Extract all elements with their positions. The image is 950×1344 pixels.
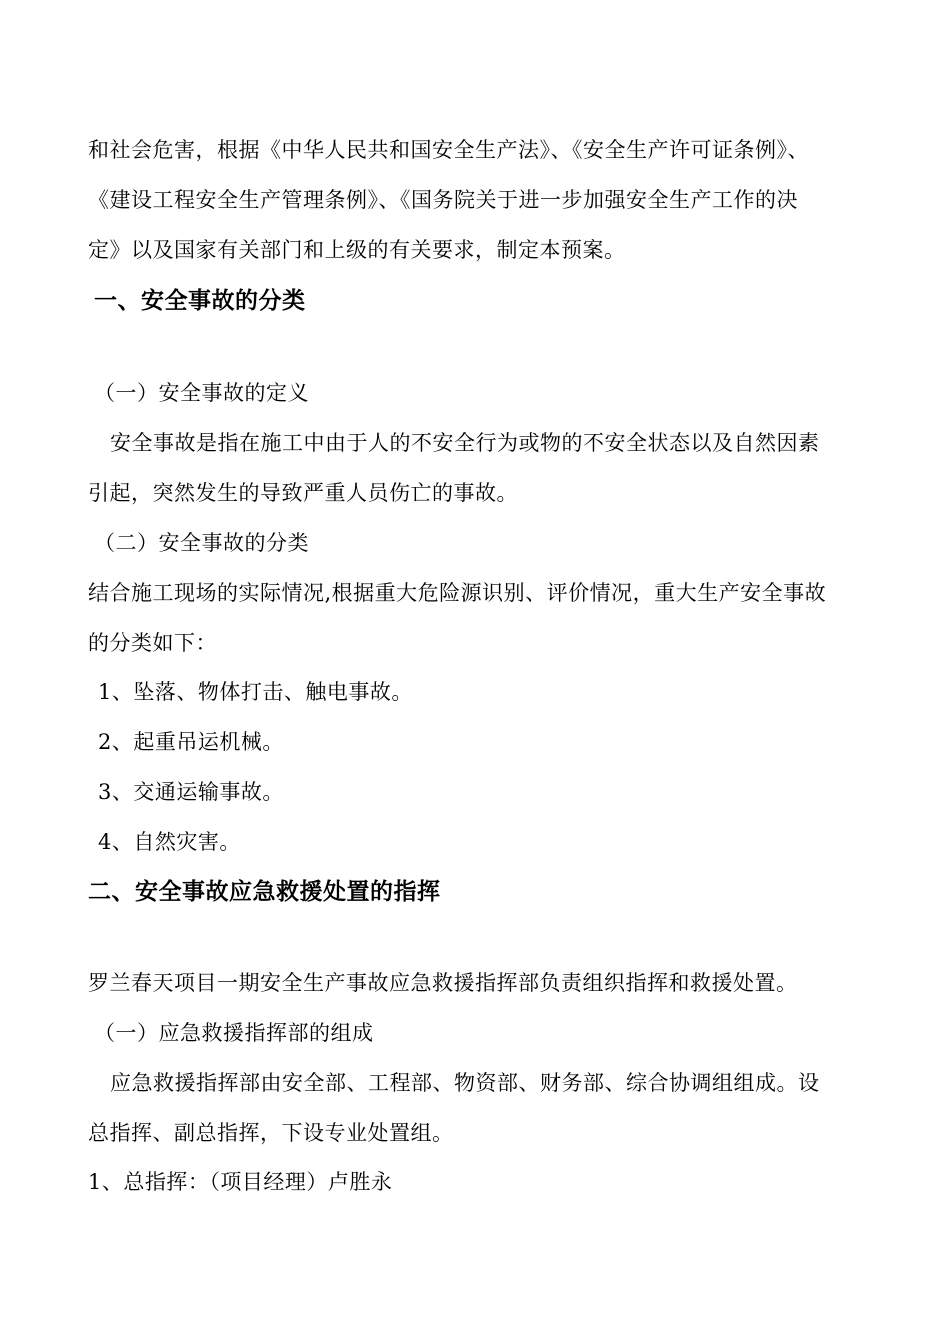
section-1-sub-1-title: （一）安全事故的定义 — [94, 381, 309, 405]
section-2-heading: 二、安全事故应急救援处置的指挥 — [88, 879, 441, 905]
list-item: 2、起重吊运机械。 — [98, 730, 284, 754]
list-item: 3、交通运输事故。 — [98, 780, 284, 804]
list-item: 4、自然灾害。 — [98, 830, 241, 854]
intro-line-3: 定》以及国家有关部门和上级的有关要求，制定本预案。 — [88, 238, 626, 262]
section-2-sub-1-line-1: 应急救援指挥部由安全部、工程部、物资部、财务部、综合协调组组成。设 — [110, 1071, 820, 1095]
section-2-item-1: 1、总指挥：（项目经理）卢胜永 — [88, 1170, 393, 1194]
list-item: 1、坠落、物体打击、触电事故。 — [98, 680, 413, 704]
section-1-heading: 一、安全事故的分类 — [94, 288, 306, 314]
section-1-sub-1-line-2: 引起，突然发生的导致严重人员伤亡的事故。 — [88, 481, 518, 505]
section-2-intro: 罗兰春天项目一期安全生产事故应急救援指挥部负责组织指挥和救援处置。 — [88, 971, 798, 995]
section-1-sub-2-line-2: 的分类如下： — [88, 631, 217, 655]
section-1-sub-2-line-1: 结合施工现场的实际情况,根据重大危险源识别、评价情况，重大生产安全事故 — [88, 581, 827, 605]
section-1-sub-2-title: （二）安全事故的分类 — [94, 531, 309, 555]
section-1-sub-1-line-1: 安全事故是指在施工中由于人的不安全行为或物的不安全状态以及自然因素 — [110, 431, 820, 455]
intro-line-1: 和社会危害，根据《中华人民共和国安全生产法》、《安全生产许可证条例》、 — [88, 138, 809, 162]
section-2-sub-1-title: （一）应急救援指挥部的组成 — [94, 1021, 374, 1045]
intro-line-2: 《建设工程安全生产管理条例》、《国务院关于进一步加强安全生产工作的决 — [88, 188, 798, 212]
section-2-sub-1-line-2: 总指挥、副总指挥，下设专业处置组。 — [88, 1121, 454, 1145]
